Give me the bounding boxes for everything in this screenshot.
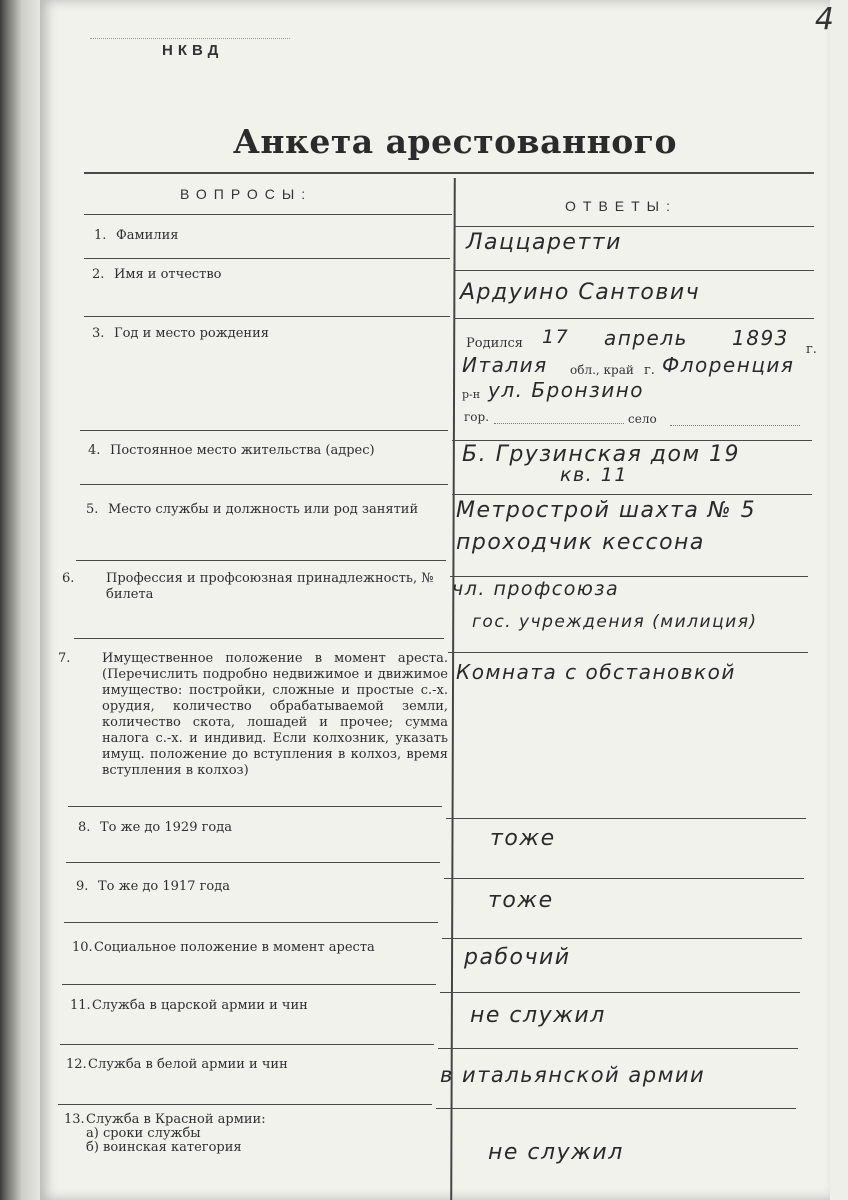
row-line bbox=[438, 1048, 798, 1049]
answer-white-army: в итальянской армии bbox=[440, 1063, 706, 1087]
question-2 bbox=[92, 267, 437, 283]
town-dots bbox=[494, 423, 624, 424]
birth-region: Италия bbox=[462, 353, 548, 377]
header-bottom-line-left bbox=[84, 214, 452, 215]
year-suffix: г. bbox=[806, 342, 817, 357]
question-text: Служба в царской армии и чин bbox=[92, 998, 308, 1013]
answer-social-status: рабочий bbox=[464, 945, 571, 970]
row-line bbox=[454, 318, 814, 319]
question-text: То же до 1929 года bbox=[100, 820, 232, 835]
question-number: 8. bbox=[78, 820, 91, 835]
answer-address-line2: кв. 11 bbox=[560, 464, 628, 486]
agency-name: НКВД bbox=[162, 42, 224, 59]
question-number: 5. bbox=[86, 502, 99, 517]
row-line bbox=[452, 494, 812, 495]
question-number: 4. bbox=[88, 443, 101, 458]
question-8 bbox=[78, 820, 433, 836]
question-11 bbox=[70, 998, 430, 1014]
question-13 bbox=[64, 1113, 424, 1155]
form-title: Анкета арестованного bbox=[232, 122, 678, 161]
birth-month: апрель bbox=[604, 326, 688, 350]
question-text: Социальное положение в момент ареста bbox=[94, 940, 375, 955]
answer-address-line1: Б. Грузинская дом 19 bbox=[462, 442, 741, 467]
row-line bbox=[454, 270, 814, 271]
question-text: Имя и отчество bbox=[114, 267, 222, 282]
question-sub-b: б) воинская категория bbox=[86, 1140, 242, 1155]
question-number: 3. bbox=[92, 326, 105, 341]
question-text: Год и место рождения bbox=[114, 326, 269, 341]
question-text: Профессия и профсоюзная принадлежность, № билета bbox=[106, 571, 434, 602]
question-number: 9. bbox=[76, 879, 89, 894]
town-label: гор. bbox=[464, 410, 490, 424]
city-prefix: г. bbox=[644, 363, 655, 378]
question-7 bbox=[58, 651, 448, 779]
header-bottom-line-right bbox=[454, 226, 814, 227]
question-3 bbox=[92, 326, 437, 342]
question-sub-a: а) сроки службы bbox=[86, 1126, 201, 1141]
question-text: Служба в Красной армии: bbox=[86, 1112, 266, 1127]
question-number: 11. bbox=[70, 998, 91, 1013]
birth-district: ул. Бронзино bbox=[488, 378, 645, 402]
question-number: 7. bbox=[58, 651, 71, 666]
row-line bbox=[440, 992, 800, 993]
row-line bbox=[68, 806, 442, 807]
table-top-line bbox=[84, 172, 814, 174]
answer-union-line2: гос. учреждения (милиция) bbox=[472, 612, 758, 632]
question-text: Фамилия bbox=[116, 228, 179, 243]
question-text: Имущественное положение в момент ареста. (Перечислить подробно недвижимое и движимое имущество: постройки, сложные и простые с.-х. орудия, количество обрабатываемой земли, количество скота, лошадей и прочее; сумма налога с.-х. и индивид. Если колхозник, указать имущ. положение до вступления в колхоз, время вступления в колхоз) bbox=[102, 651, 448, 778]
question-4 bbox=[88, 443, 443, 459]
row-line bbox=[442, 938, 802, 939]
row-line bbox=[84, 316, 450, 317]
question-number: 12. bbox=[66, 1057, 87, 1072]
question-text: Место службы и должность или род занятий bbox=[108, 502, 419, 517]
answer-red-army: не служил bbox=[488, 1140, 624, 1165]
answer-job-line2: проходчик кессона bbox=[456, 530, 705, 555]
row-line bbox=[74, 638, 444, 639]
born-label: Родился bbox=[466, 336, 523, 351]
question-9 bbox=[76, 879, 431, 895]
header-dotted-line bbox=[90, 38, 290, 39]
answer-name-patronymic: Ардуино Сантович bbox=[460, 280, 701, 305]
row-line bbox=[444, 878, 804, 879]
row-line bbox=[58, 1104, 432, 1105]
row-line bbox=[80, 430, 448, 431]
answer-property: Комната с обстановкой bbox=[456, 660, 736, 684]
question-5 bbox=[86, 502, 444, 518]
birth-day: 17 bbox=[542, 326, 570, 348]
question-text: Служба в белой армии и чин bbox=[88, 1057, 288, 1072]
row-line bbox=[84, 258, 450, 259]
row-line bbox=[64, 922, 438, 923]
question-text: Постоянное место жительства (адрес) bbox=[110, 443, 375, 458]
birth-city: Флоренция bbox=[662, 353, 795, 377]
row-line bbox=[446, 818, 806, 819]
row-line bbox=[62, 984, 436, 985]
answer-before-1917: тоже bbox=[488, 888, 554, 913]
answer-surname: Лаццаретти bbox=[466, 230, 622, 255]
row-line bbox=[448, 652, 808, 653]
page-number: 4 bbox=[814, 2, 834, 37]
answer-before-1929: тоже bbox=[490, 826, 556, 851]
answer-tsarist-army: не служил bbox=[470, 1003, 606, 1028]
question-text: То же до 1917 года bbox=[98, 879, 230, 894]
question-number: 13. bbox=[64, 1112, 85, 1127]
question-6 bbox=[62, 571, 452, 603]
question-number: 1. bbox=[94, 228, 107, 243]
question-12 bbox=[66, 1057, 426, 1073]
row-line bbox=[60, 1044, 434, 1045]
birth-year: 1893 bbox=[732, 326, 789, 350]
row-line bbox=[76, 560, 446, 561]
row-line bbox=[66, 862, 440, 863]
district-prefix: р-н bbox=[462, 388, 481, 401]
village-label: село bbox=[628, 412, 657, 426]
question-number: 2. bbox=[92, 267, 105, 282]
question-10 bbox=[72, 940, 432, 956]
row-line bbox=[436, 1108, 796, 1109]
question-number: 10. bbox=[72, 940, 93, 955]
row-line bbox=[80, 484, 448, 485]
question-1 bbox=[94, 228, 439, 244]
answer-job-line1: Метрострой шахта № 5 bbox=[456, 498, 757, 523]
questions-header: ВОПРОСЫ: bbox=[180, 186, 313, 202]
answers-header: ОТВЕТЫ: bbox=[565, 198, 677, 214]
question-number: 6. bbox=[62, 571, 75, 586]
row-line bbox=[450, 576, 808, 577]
village-dots bbox=[670, 425, 800, 426]
region-label: обл., край bbox=[570, 363, 634, 377]
row-line bbox=[452, 440, 812, 441]
answer-union-line1: чл. профсоюза bbox=[452, 578, 620, 600]
